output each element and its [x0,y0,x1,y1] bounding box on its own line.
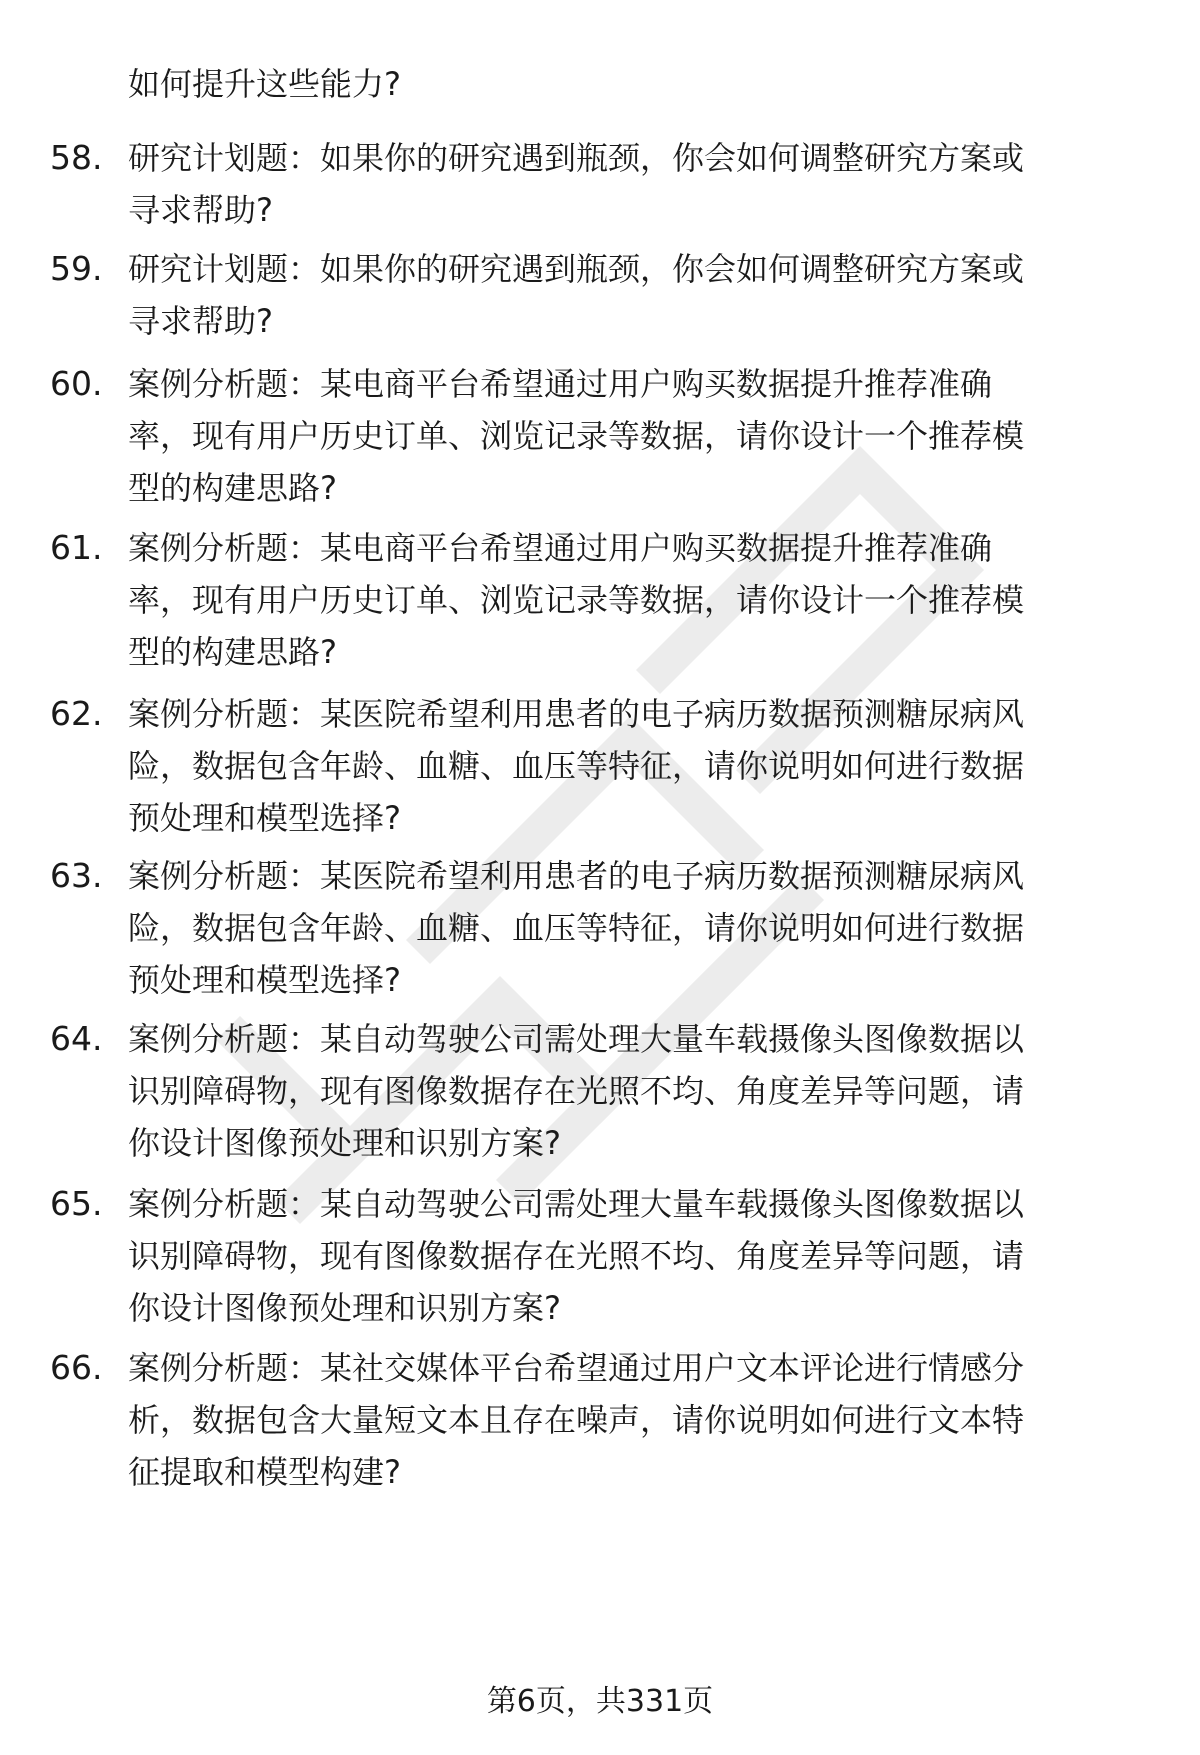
continued-line: 如何提升这些能力? [128,65,401,103]
item-line: 识别障碍物，现有图像数据存在光照不均、角度差异等问题，请 [128,1072,1025,1110]
item-line: 率，现有用户历史订单、浏览记录等数据，请你设计一个推荐模 [128,417,1025,455]
item-text [128,522,1138,678]
item-line: 你设计图像预处理和识别方案? [128,1124,561,1162]
item-line: 型的构建思路? [128,633,337,671]
item-line: 预处理和模型选择? [128,961,401,999]
item-number: 59. [50,249,103,288]
item-text [128,132,1138,236]
item-line: 案例分析题：某自动驾驶公司需处理大量车载摄像头图像数据以 [128,1020,1025,1058]
item-line: 寻求帮助? [128,302,273,340]
item-line: 析，数据包含大量短文本且存在噪声，请你说明如何进行文本特 [128,1401,1025,1439]
item-number: 60. [50,364,103,403]
item-number: 65. [50,1184,103,1223]
item-line: 案例分析题：某社交媒体平台希望通过用户文本评论进行情感分 [128,1349,1025,1387]
item-line: 案例分析题：某电商平台希望通过用户购买数据提升推荐准确 [128,365,993,403]
item-number: 58. [50,138,103,177]
item-text [128,688,1138,844]
item-line: 征提取和模型构建? [128,1453,401,1491]
item-text [128,358,1138,514]
item-line: 型的构建思路? [128,469,337,507]
item-number: 62. [50,694,103,733]
item-line: 案例分析题：某医院希望利用患者的电子病历数据预测糖尿病风 [128,857,1025,895]
item-text [128,243,1138,347]
item-line: 案例分析题：某自动驾驶公司需处理大量车载摄像头图像数据以 [128,1185,1025,1223]
item-line: 研究计划题：如果你的研究遇到瓶颈，你会如何调整研究方案或 [128,250,1025,288]
item-line: 案例分析题：某医院希望利用患者的电子病历数据预测糖尿病风 [128,695,1025,733]
item-line: 研究计划题：如果你的研究遇到瓶颈，你会如何调整研究方案或 [128,139,1025,177]
item-line: 率，现有用户历史订单、浏览记录等数据，请你设计一个推荐模 [128,581,1025,619]
item-line: 险，数据包含年龄、血糖、血压等特征，请你说明如何进行数据 [128,909,1025,947]
item-line: 案例分析题：某电商平台希望通过用户购买数据提升推荐准确 [128,529,993,567]
page-footer: 第6页，共331页 [486,1684,714,1719]
item-line: 识别障碍物，现有图像数据存在光照不均、角度差异等问题，请 [128,1237,1025,1275]
item-text [128,850,1138,1006]
item-line: 预处理和模型选择? [128,799,401,837]
item-text [128,1342,1138,1498]
item-line: 险，数据包含年龄、血糖、血压等特征，请你说明如何进行数据 [128,747,1025,785]
item-number: 63. [50,856,103,895]
item-text [128,1013,1138,1169]
item-number: 61. [50,528,103,567]
item-number: 64. [50,1019,103,1058]
item-number: 66. [50,1348,103,1387]
item-line: 寻求帮助? [128,191,273,229]
item-line: 你设计图像预处理和识别方案? [128,1289,561,1327]
item-text [128,1178,1138,1334]
